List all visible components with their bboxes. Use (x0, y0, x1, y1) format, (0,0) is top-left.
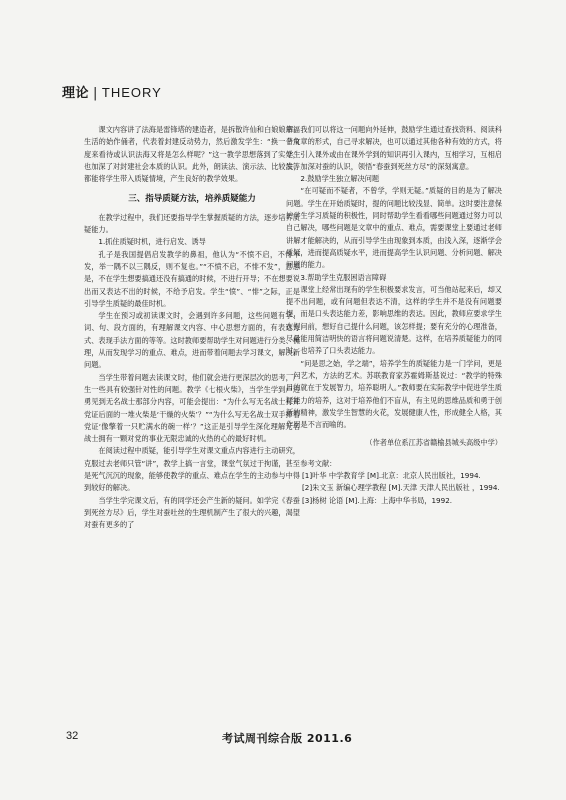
page-number: 32 (66, 730, 79, 742)
reference-item: [2]朱文玉 新编心理学教程 [M].天津 天津人民出版社 ，1994. (302, 483, 500, 493)
header-title-cn: 理论 (62, 86, 90, 101)
header-separator: | (93, 86, 98, 101)
reference-item: [3]杨树 论语 [M].上海：上海中华书局，1992. (302, 495, 453, 505)
paragraph: 解。我们可以将这一问题向外延伸，鼓励学生通过查找资料、阅读科普文章的形式，自己寻求解决，也可以通过其他各种有效的方式，将学生引入课外或由在课外学到的知识再引入课内，互相学习，互相启发，加深对蚕的认识，领悟“春蚕到死丝方尽”的深刻寓意。 (286, 125, 502, 171)
author-affiliation: （作者单位系江苏省赣榆县城头高级中学） (365, 438, 502, 448)
paragraph: 当学生带着问题去读课文时，他们就会进行更深层次的思考，产生一些具有较强针对性的问题。教学《七根火柴》，当学生学到卢进勇见到无名战士那部分内容，可能会提出：“为什么写无名战士打开党证后面的一堆火柴是‘干燥的火柴’？”“为什么写无名战士双手捧着党证‘像擎着一只贮满水的碗一样’？”这正是引导学生深化理解无名战士拥有一颗对党的事业无限忠诚的火热的心的最好时机。 (84, 372, 300, 444)
paragraph: 在阅读过程中质疑，能引导学生对课文重点内容进行主动研究，克服过去老师只管“讲”，教学上搞一言堂，课堂气氛过于拘谨，甚至是死气沉沉的现象，能够使教学的重点、难点在学生的主动参与中得到较好的解决。 (84, 446, 300, 493)
header-title-en: THEORY (101, 85, 162, 100)
references-title: 参考文献： (300, 458, 337, 468)
subheading: 1.抓住质疑时机，进行启发、诱导 (98, 237, 206, 247)
paragraph: 孔子是我国提倡启发教学的鼻祖，他认为“不愤不启，不悱不发，举一隅不以三隅反，则不复也。”“不愤不启，不悱不发”，意思是，不在学生想要搞通还没有搞通的时候，不进行开导；不在想要说出而又表达不出的时候，不给予启发。学生“愤”、“悱”之际，正是引导学生质疑的最佳时机。 (84, 249, 300, 308)
subheading: 2.鼓励学生独立解决问题 (300, 174, 380, 184)
paragraph: “问是思之始，学之端”，培养学生的质疑能力是一门学问，更是一门艺术，方法的艺术。苏联教育家苏霍姆斯基说过：“教学的特殊目的就在于发展智力，培养聪明人。”教师要在实际教学中促进学生质疑能力的培养，这对于培养他们不盲从，有主见的思维品质和勇于创新的精神，激发学生智慧的火花，发展健康人性，形成健全人格，其作用是不言而喻的。 (286, 358, 502, 430)
paragraph: 课堂上经常出现有的学生积极要求发言，可当他站起来后，却又提不出问题，或有问题但表达不清，这样的学生并不是没有问题要提，而是口头表达能力差，影响思维的表达。因此，教师应要求学生在提问前，想好自己提什么问题，该怎样提；要有充分的心理准备，尽量能用简洁明快的语言将问题说清楚。这样，在培养质疑能力的同时，也培养了口头表达能力。 (286, 284, 502, 356)
reference-item: [1]叶华 中学教育学 [M].北京：北京人民出版社，1994. (302, 471, 481, 481)
left-column (84, 124, 300, 532)
subheading: 3.帮助学生克服困语言障碍 (300, 272, 387, 282)
paragraph: “在可疑而不疑者，不曾学，学则无疑。”质疑的目的是为了解决问题。学生在开始质疑时，提的问题比较浅显、简单。这时要注意保护学生学习质疑的积极性，同时帮助学生看看哪些问题通过努力可以自己解决，哪些问题是文章中的重点、难点，需要课堂上要通过老师讲解才能解决的，从而引导学生由现象到本质，由浅入深，逐渐学会质疑，进而提高质疑水平，进而提高学生认识问题、分析问题、解决问题的能力。 (286, 186, 502, 270)
paragraph: 在教学过程中，我们还要指导学生掌握质疑的方法，逐步培养质疑能力。 (84, 212, 300, 235)
paragraph: 课文内容讲了法海是雷锋塔的建造者，是拆散许仙和白娘娘幸福生活的始作俑者，代表着封建反动势力，然后激发学生：“换一个角度来看待或认识法海又将是怎么样呢？”这一教学思想落到了实处，也加深了对封建社会本质的认识。此外，朗读法、演示法、比较法等都能将学生带入质疑情境，产生良好的教学效果。 (84, 125, 300, 184)
paragraph: 当学生学完课文后，有的同学还会产生新的疑问。如学完《春蚕到死丝方尽》后，学生对蚕吐丝的生理机制产生了很大的兴趣，渴望对蚕有更多的了 (84, 495, 300, 530)
paragraph: 学生在预习或初读课文时，会遇到许多问题，这些问题有字、词、句、段方面的，有理解课文内容、中心思想方面的，有表达方式、表现手法方面的等等。这时教师要帮助学生对问题进行分类、梳理，从而发现学习的重点、难点，进而带着问题去学习课文，解决新问题。 (84, 311, 300, 370)
section-heading: 三、指导质疑方法，培养质疑能力 (128, 194, 256, 205)
section-header (62, 82, 162, 101)
right-column (286, 124, 502, 507)
magazine-footer: 考试周刊综合版 2011.6 (222, 732, 353, 745)
